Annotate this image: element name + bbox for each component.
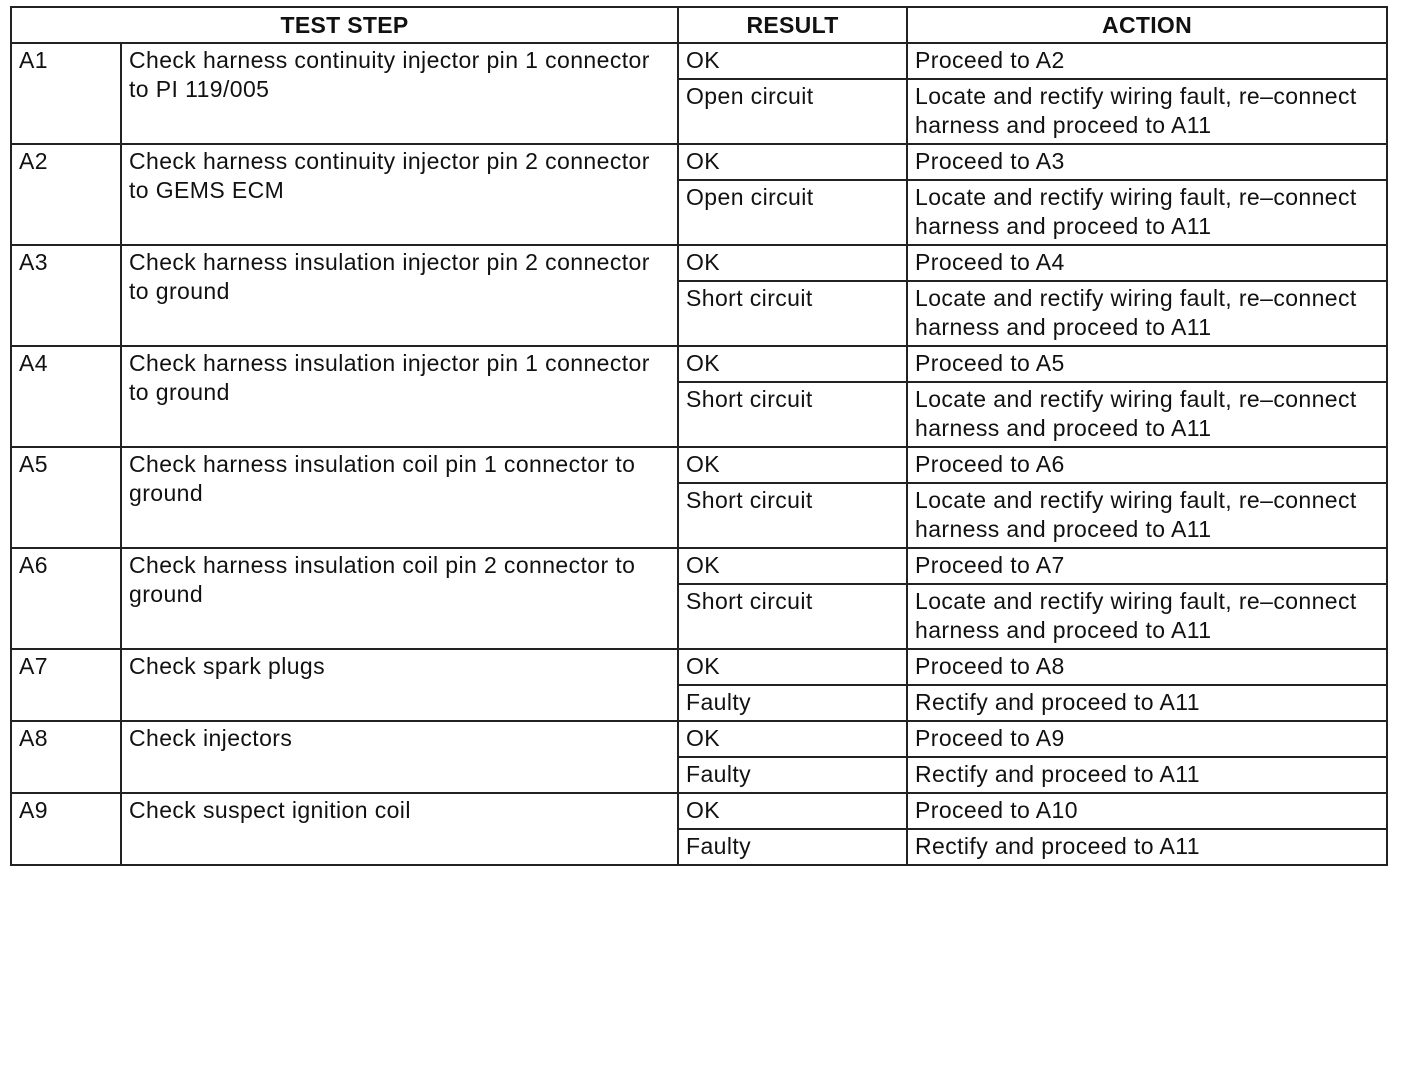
step-action: Locate and rectify wiring fault, re–connect harness and proceed to A11 xyxy=(907,382,1387,447)
step-id: A8 xyxy=(11,721,121,793)
step-description: Check harness continuity injector pin 1 connector to PI 119/005 xyxy=(121,43,678,144)
step-action: Proceed to A7 xyxy=(907,548,1387,584)
step-result: Short circuit xyxy=(678,382,907,447)
step-action: Proceed to A2 xyxy=(907,43,1387,79)
step-description: Check harness continuity injector pin 2 connector to GEMS ECM xyxy=(121,144,678,245)
step-result: Faulty xyxy=(678,757,907,793)
table-row xyxy=(11,721,1387,757)
step-description: Check harness insulation coil pin 2 connector to ground xyxy=(121,548,678,649)
step-result: OK xyxy=(678,548,907,584)
table-row xyxy=(11,447,1387,483)
step-action: Locate and rectify wiring fault, re–connect harness and proceed to A11 xyxy=(907,180,1387,245)
step-id: A5 xyxy=(11,447,121,548)
step-result: Faulty xyxy=(678,685,907,721)
step-id: A2 xyxy=(11,144,121,245)
step-result: OK xyxy=(678,793,907,829)
step-result: OK xyxy=(678,144,907,180)
table-row xyxy=(11,43,1387,79)
step-action: Proceed to A9 xyxy=(907,721,1387,757)
step-result: Short circuit xyxy=(678,281,907,346)
step-id: A6 xyxy=(11,548,121,649)
step-action: Locate and rectify wiring fault, re–connect harness and proceed to A11 xyxy=(907,584,1387,649)
step-action: Proceed to A10 xyxy=(907,793,1387,829)
step-id: A3 xyxy=(11,245,121,346)
step-description: Check harness insulation coil pin 1 connector to ground xyxy=(121,447,678,548)
table-header-row xyxy=(11,7,1387,43)
step-action: Proceed to A5 xyxy=(907,346,1387,382)
step-action: Proceed to A3 xyxy=(907,144,1387,180)
step-action: Rectify and proceed to A11 xyxy=(907,685,1387,721)
step-result: Short circuit xyxy=(678,483,907,548)
step-description: Check harness insulation injector pin 2 connector to ground xyxy=(121,245,678,346)
header-action: ACTION xyxy=(907,7,1387,43)
step-action: Locate and rectify wiring fault, re–connect harness and proceed to A11 xyxy=(907,79,1387,144)
step-action: Rectify and proceed to A11 xyxy=(907,757,1387,793)
diagnostic-test-table xyxy=(10,6,1388,866)
step-id: A7 xyxy=(11,649,121,721)
table-row xyxy=(11,346,1387,382)
step-result: OK xyxy=(678,346,907,382)
step-action: Proceed to A4 xyxy=(907,245,1387,281)
table-row xyxy=(11,245,1387,281)
step-action: Locate and rectify wiring fault, re–connect harness and proceed to A11 xyxy=(907,483,1387,548)
step-result: Open circuit xyxy=(678,180,907,245)
step-description: Check spark plugs xyxy=(121,649,678,721)
step-result: OK xyxy=(678,447,907,483)
header-result: RESULT xyxy=(678,7,907,43)
step-description: Check injectors xyxy=(121,721,678,793)
step-result: OK xyxy=(678,245,907,281)
step-action: Proceed to A6 xyxy=(907,447,1387,483)
step-action: Rectify and proceed to A11 xyxy=(907,829,1387,865)
table-row xyxy=(11,649,1387,685)
table-body xyxy=(11,43,1387,865)
step-result: Open circuit xyxy=(678,79,907,144)
step-description: Check suspect ignition coil xyxy=(121,793,678,865)
step-result: Faulty xyxy=(678,829,907,865)
step-action: Locate and rectify wiring fault, re–connect harness and proceed to A11 xyxy=(907,281,1387,346)
table-row xyxy=(11,144,1387,180)
step-result: OK xyxy=(678,721,907,757)
step-id: A9 xyxy=(11,793,121,865)
step-result: OK xyxy=(678,649,907,685)
table-row xyxy=(11,548,1387,584)
step-result: Short circuit xyxy=(678,584,907,649)
step-id: A1 xyxy=(11,43,121,144)
step-description: Check harness insulation injector pin 1 connector to ground xyxy=(121,346,678,447)
step-result: OK xyxy=(678,43,907,79)
step-id: A4 xyxy=(11,346,121,447)
header-test-step: TEST STEP xyxy=(11,7,678,43)
table-row xyxy=(11,793,1387,829)
step-action: Proceed to A8 xyxy=(907,649,1387,685)
